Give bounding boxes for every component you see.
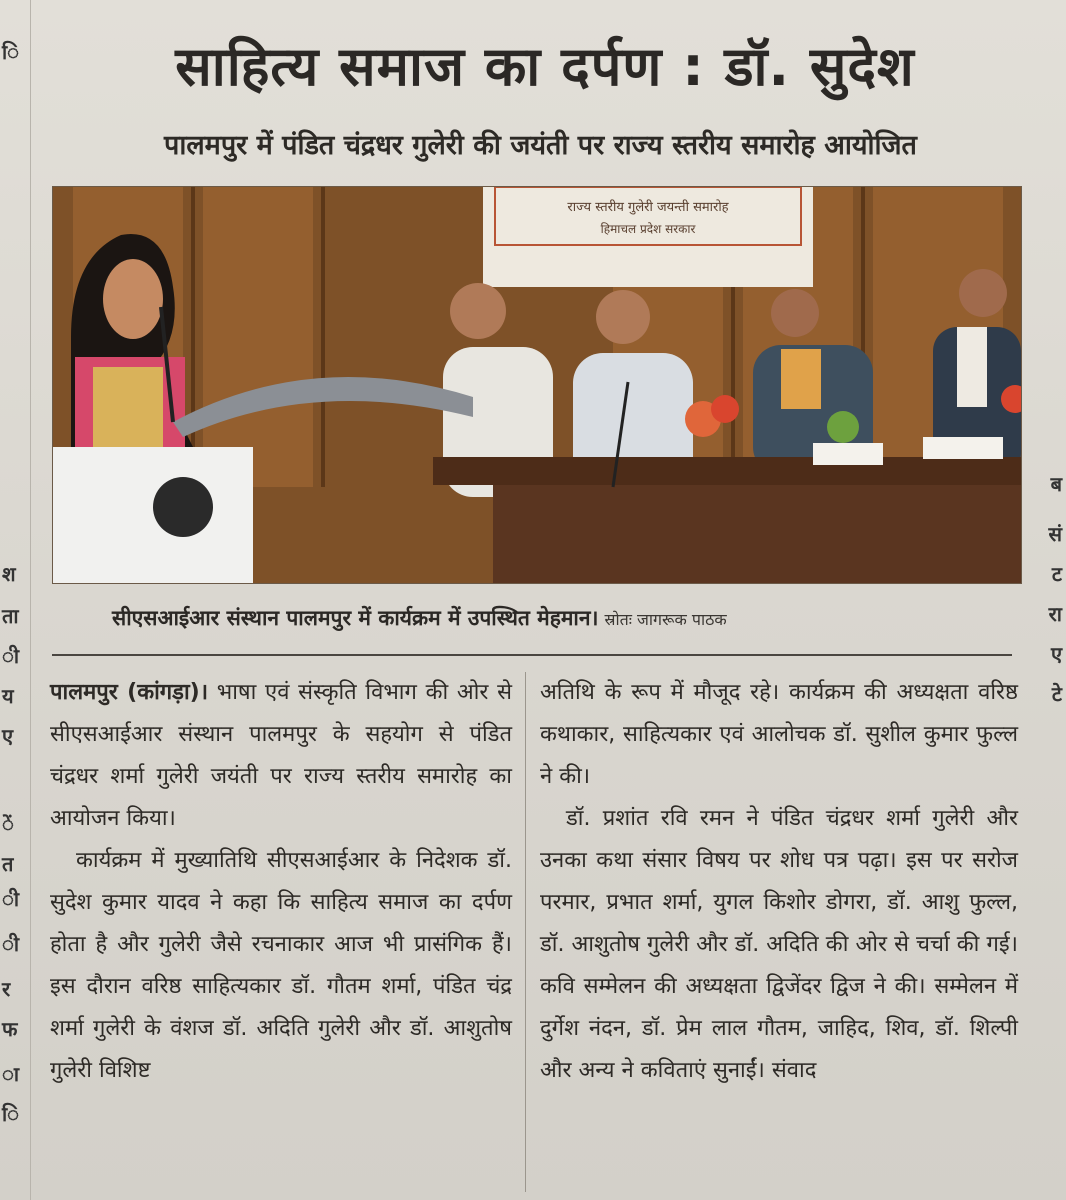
- article-paragraph: डॉ. प्रशांत रवि रमन ने पंडित चंद्रधर शर्मा गुलेरी और उनका कथा संसार विषय पर शोध पत्र पढ़ा। इस पर सरोज परमार, प्रभात शर्मा, युगल किशोर डोगरा, डॉ. आशु फुल्ल, डॉ. आशुतोष गुलेरी और डॉ. अदिति की ओर से चर्चा की गई। कवि सम्मेलन की अध्यक्षता द्विजेंदर द्विज ने की। सम्मेलन में दुर्गेश नंदन, डॉ. प्रेम लाल गौतम, जाहिद, शिव, डॉ. शिल्पी और अन्य ने कविताएं सुनाईं। संवाद: [540, 806, 1018, 1083]
- photo-credit: स्रोतः जागरूक पाठक: [604, 610, 727, 629]
- left-fragment: ी: [2, 887, 20, 911]
- banner-text: हिमाचल प्रदेश सरकार: [600, 222, 696, 236]
- right-fragment: सं: [1048, 522, 1062, 546]
- adjacent-column-left: [0, 0, 31, 1200]
- caption-rule: [52, 654, 1012, 656]
- left-fragment: ा: [2, 1062, 20, 1086]
- headline: साहित्य समाज का दर्पण : डॉ. सुदेश: [175, 35, 915, 98]
- left-fragment: ि: [2, 1102, 20, 1126]
- caption-text: सीएसआईआर संस्थान पालमपुर में कार्यक्रम में उपस्थित मेहमान।: [112, 606, 599, 630]
- article-paragraph: अतिथि के रूप में मौजूद रहे। कार्यक्रम की अध्यक्षता वरिष्ठ कथाकार, साहित्यकार एवं आलोचक डॉ. सुशील कुमार फुल्ल ने की।: [540, 680, 1018, 789]
- left-fragment: य: [2, 684, 14, 708]
- article-paragraph: [50, 672, 512, 840]
- right-fragment: टे: [1051, 682, 1062, 706]
- article-paragraph: कार्यक्रम में मुख्यातिथि सीएसआईआर के निदेशक डॉ. सुदेश कुमार यादव ने कहा कि साहित्य समाज का दर्पण होता है और गुलेरी जैसे रचनाकार आज भी प्रासंगिक हैं। इस दौरान वरिष्ठ साहित्यकार डॉ. गौतम शर्मा, पंडित चंद्र शर्मा गुलेरी के वंशज डॉ. अदिति गुलेरी और डॉ. आशुतोष गुलेरी विशिष्ट: [50, 848, 512, 1083]
- right-fragment: ट: [1051, 562, 1062, 586]
- left-fragment: फ: [2, 1017, 18, 1041]
- subheadline: पालमपुर में पंडित चंद्रधर गुलेरी की जयंती पर राज्य स्तरीय समारोह आयोजित: [164, 130, 917, 161]
- left-fragment: ी: [2, 932, 20, 956]
- event-photo: [52, 186, 1022, 584]
- right-fragment: ब: [1050, 472, 1062, 496]
- right-fragment: ए: [1050, 642, 1062, 666]
- left-fragment: ए: [2, 724, 14, 748]
- left-fragment: ी: [2, 644, 20, 668]
- column-divider: [525, 672, 526, 1192]
- article-column-right: [540, 672, 1018, 1092]
- article-column-left: [50, 672, 512, 1092]
- dateline: पालमपुर (कांगड़ा)।: [50, 680, 209, 705]
- left-fragment: त: [2, 852, 14, 876]
- article-paragraph-text: भाषा एवं संस्कृति विभाग की ओर से सीएसआईआर संस्थान पालमपुर के सहयोग से पंडित चंद्रधर शर्मा गुलेरी जयंती पर राज्य स्तरीय समारोह का आयोजन किया।: [50, 680, 512, 831]
- banner-text: राज्य स्तरीय गुलेरी जयन्ती समारोह: [567, 200, 729, 215]
- left-fragment: श: [2, 562, 16, 586]
- left-fragment: ि: [2, 40, 20, 64]
- adjacent-column-right: [1038, 0, 1066, 1200]
- left-fragment: र: [2, 977, 11, 1001]
- right-fragment: रा: [1048, 602, 1062, 626]
- left-fragment: ता: [2, 604, 19, 628]
- photo-caption: [112, 599, 1012, 637]
- left-fragment: ें: [2, 812, 14, 836]
